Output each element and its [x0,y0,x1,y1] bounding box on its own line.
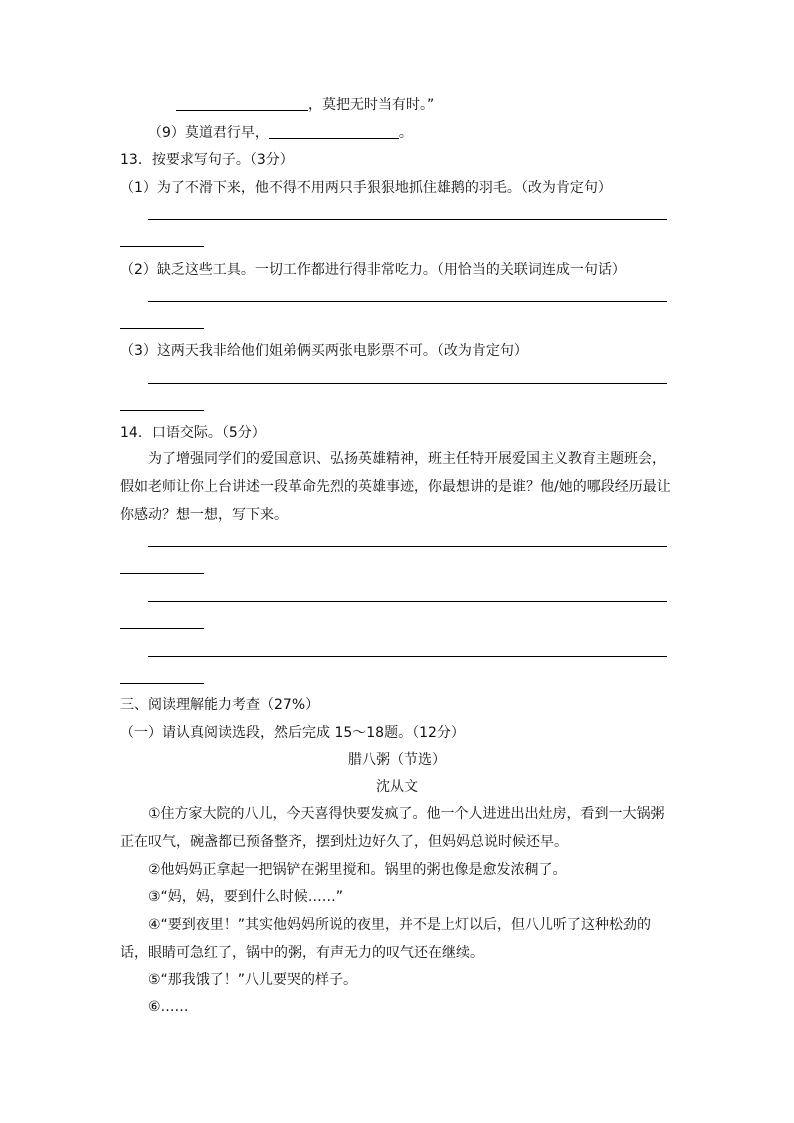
question-13-title: 13．按要求写句子。（3分） [120,152,294,168]
answer-line[interactable] [148,301,667,302]
poem-line-9-suffix: 。 [398,125,413,141]
article-paragraph-3: ③“妈，妈，要到什么时候……” [148,889,344,905]
answer-line[interactable] [148,656,667,657]
answer-line[interactable] [120,328,204,329]
section-3-title: 三、阅读理解能力考查（27%） [120,697,320,713]
answer-line[interactable] [148,546,667,547]
article-paragraph-6: ⑥…… [148,999,189,1015]
answer-line[interactable] [120,246,204,247]
answer-blank[interactable] [176,96,308,111]
question-14-prompt: 为了增强同学们的爱国意识、弘扬英雄精神，班主任特开展爱国主义教育主题班会，假如老师让你上台讲述一段革命先烈的英雄事迹，你最想讲的是谁？他/她的哪段经历最让你感动？想一想，写下来。 [120,451,671,523]
answer-line[interactable] [148,383,667,384]
answer-line[interactable] [148,219,667,220]
answer-blank[interactable] [269,124,399,139]
question-14-title: 14．口语交际。（5分） [120,425,266,441]
poem-line-8 [176,96,434,114]
section-3-part-1: （一）请认真阅读选段，然后完成 15～18题。（12分） [120,725,465,741]
answer-line[interactable] [120,410,204,411]
article-paragraph-5: ⑤“那我饿了！”八儿要哭的样子。 [148,972,358,988]
article-title: 腊八粥（节选） [348,752,446,768]
article-paragraph-2: ②他妈妈正拿起一把锅铲在粥里搅和。锅里的粥也像是愈发浓稠了。 [148,862,567,878]
question-13-item-2: （2）缺乏这些工具。一切工作都进行得非常吃力。（用恰当的关联词连成一句话） [120,262,626,278]
poem-line-9-prefix: （9）莫道君行早， [148,125,269,141]
question-13-item-3: （3）这两天我非给他们姐弟俩买两张电影票不可。（改为肯定句） [120,343,528,359]
question-13-item-1: （1）为了不滑下来，他不得不用两只手狠狠地抓住雄鹅的羽毛。（改为肯定句） [120,180,612,196]
article-paragraph-1: ①住方家大院的八儿，今天喜得快要发疯了。他一个人进进出出灶房，看到一大锅粥正在叹气，碗盏都已预备整齐，摆到灶边好久了，但妈妈总说时候还早。 [120,806,665,850]
poem-line-8-text: ，莫把无时当有时。” [308,97,435,113]
answer-line[interactable] [148,601,667,602]
poem-line-9 [148,124,413,142]
answer-line[interactable] [120,683,204,684]
answer-line[interactable] [120,628,204,629]
article-paragraph-4: ④“要到夜里！”其实他妈妈所说的夜里，并不是上灯以后，但八儿听了这种松劲的话，眼睛可急红了，锅中的粥，有声无力的叹气还在继续。 [120,917,652,961]
answer-line[interactable] [120,573,204,574]
article-author: 沈从文 [376,779,418,795]
